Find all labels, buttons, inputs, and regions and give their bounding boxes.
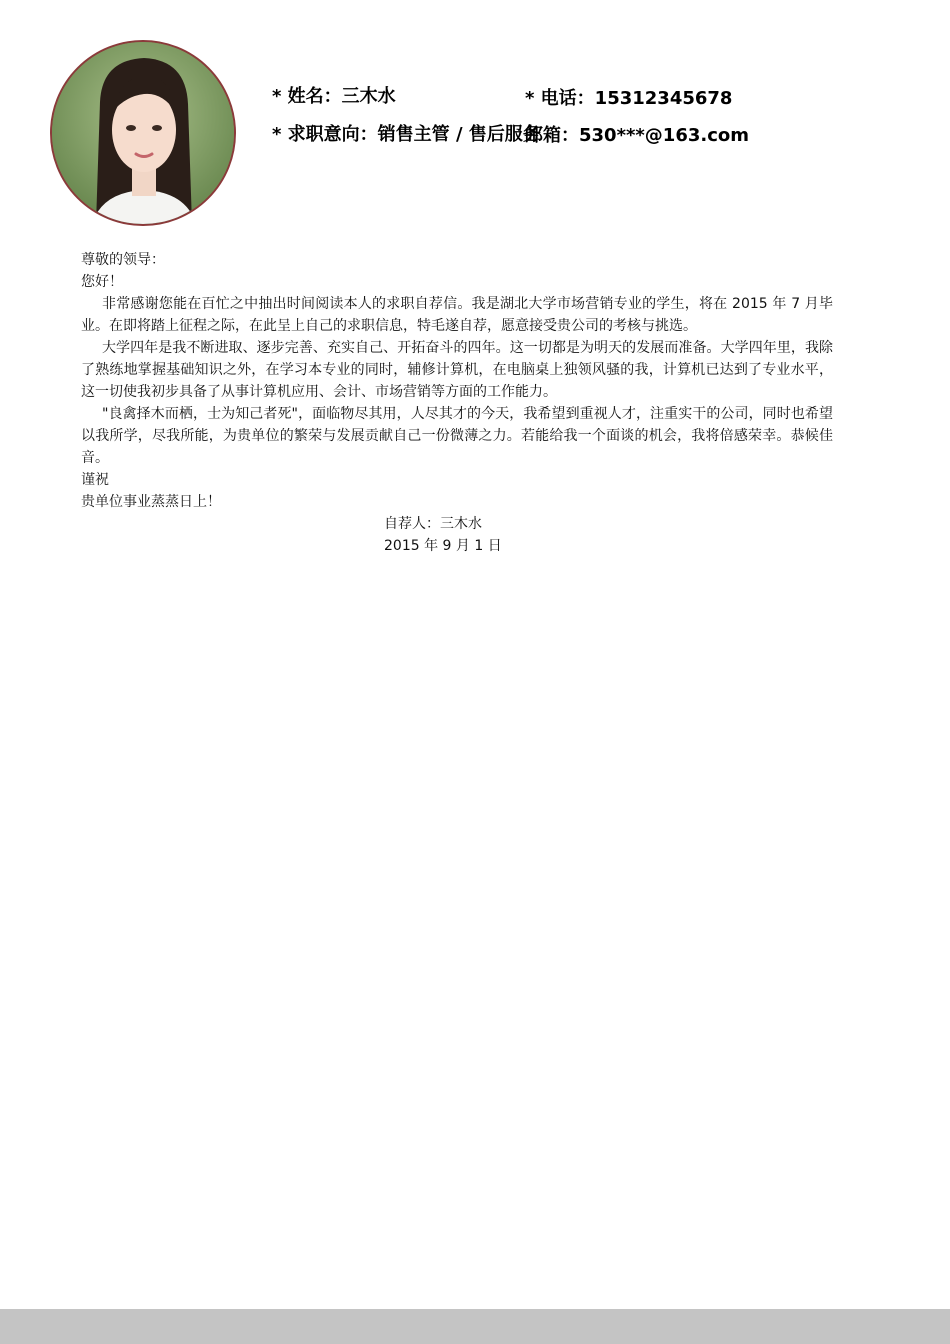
portrait-image	[52, 42, 234, 224]
paragraph-university: 大学四年是我不断进取、逐步完善、充实自己、开拓奋斗的四年。这一切都是为明天的发展而准备。大学四年里，我除了熟练地掌握基础知识之外，在学习本专业的同时，辅修计算机，在电脑桌上独领风骚的我，计算机已达到了专业水平，这一切使我初步具备了从事计算机应用、会计、市场营销等方面的工作能力。	[81, 340, 833, 400]
paragraph-intro: 非常感谢您能在百忙之中抽出时间阅读本人的求职自荐信。我是湖北大学市场营销专业的学生，将在 2015 年 7 月毕业。在即将踏上征程之际，在此呈上自己的求职信息，特毛遂自荐，愿意接受贵公司的考核与挑选。	[81, 296, 833, 334]
cover-letter	[81, 249, 833, 557]
profile-photo	[50, 40, 236, 226]
letter-date: 2015 年 9 月 1 日	[384, 538, 502, 554]
closing-wish: 谨祝	[81, 472, 109, 488]
phone-field: * 电话：15312345678	[525, 88, 733, 109]
name-field: * 姓名：三木水	[272, 86, 396, 107]
salutation: 尊敬的领导：	[81, 252, 165, 268]
closing-blessing: 贵单位事业蒸蒸日上！	[81, 494, 221, 510]
greeting: 您好！	[81, 274, 123, 290]
job-intent-field: * 求职意向：销售主管 / 售后服务	[272, 124, 541, 145]
paragraph-aspiration: "良禽择木而栖，士为知己者死"，面临物尽其用，人尽其才的今天，我希望到重视人才，注重实干的公司，同时也希望以我所学，尽我所能，为贵单位的繁荣与发展贡献自己一份微薄之力。若能给我一个面谈的机会，我将倍感荣幸。恭候佳音。	[81, 406, 833, 466]
email-field: 邮箱：530***@163.com	[525, 125, 750, 146]
footer-bar	[0, 1309, 950, 1344]
signer-name: 自荐人：三木水	[384, 516, 482, 532]
